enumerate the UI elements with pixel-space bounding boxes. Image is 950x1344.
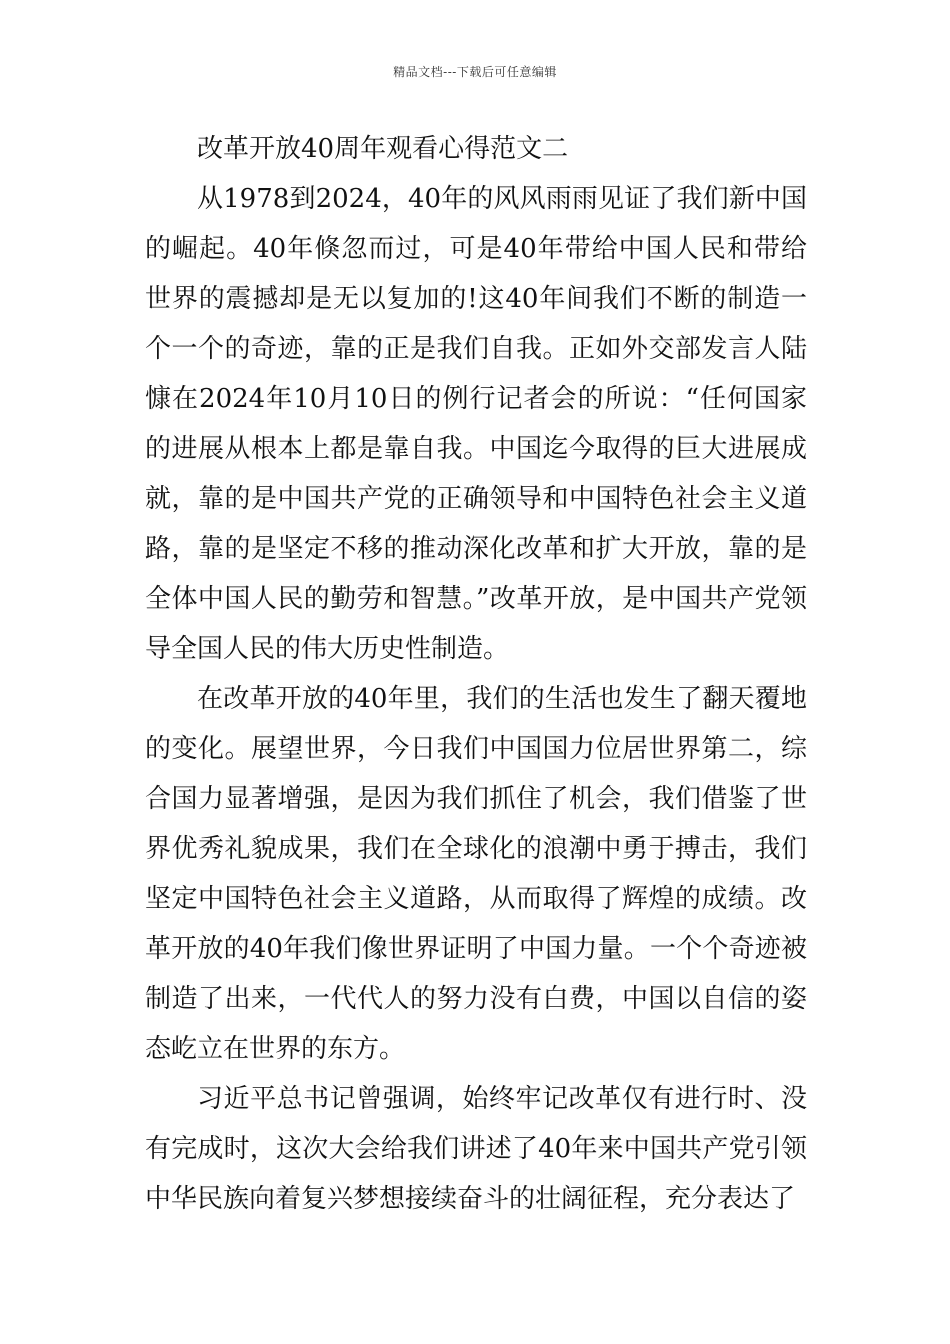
document-body — [145, 124, 807, 1224]
paragraph-1: 从1978到2024，40年的风风雨雨见证了我们新中国的崛起。40年倏忽而过，可是40年带给中国人民和带给世界的震撼却是无以复加的!这40年间我们不断的制造一个一个的奇迹，靠的正是我们自我。正如外交部发言人陆慷在2024年10月10日的例行记者会的所说：“任何国家的进展从根本上都是靠自我。中国迄今取得的巨大进展成就，靠的是中国共产党的正确领导和中国特色社会主义道路，靠的是坚定不移的推动深化改革和扩大开放，靠的是全体中国人民的勤劳和智慧。”改革开放，是中国共产党领导全国人民的伟大历史性制造。 — [145, 184, 807, 664]
page-header: 精品文档---下载后可任意编辑 — [393, 65, 557, 79]
document-title: 改革开放40周年观看心得范文二 — [197, 134, 569, 164]
paragraph-3: 习近平总书记曾强调，始终牢记改革仅有进行时、没有完成时，这次大会给我们讲述了40年来中国共产党引领中华民族向着复兴梦想接续奋斗的壮阔征程，充分表达了 — [145, 1084, 807, 1214]
paragraph-2: 在改革开放的40年里，我们的生活也发生了翻天覆地的变化。展望世界，今日我们中国国力位居世界第二，综合国力显著增强，是因为我们抓住了机会，我们借鉴了世界优秀礼貌成果，我们在全球化的浪潮中勇于搏击，我们坚定中国特色社会主义道路，从而取得了辉煌的成绩。改革开放的40年我们像世界证明了中国力量。一个个奇迹被制造了出来，一代代人的努力没有白费，中国以自信的姿态屹立在世界的东方。 — [145, 684, 807, 1064]
